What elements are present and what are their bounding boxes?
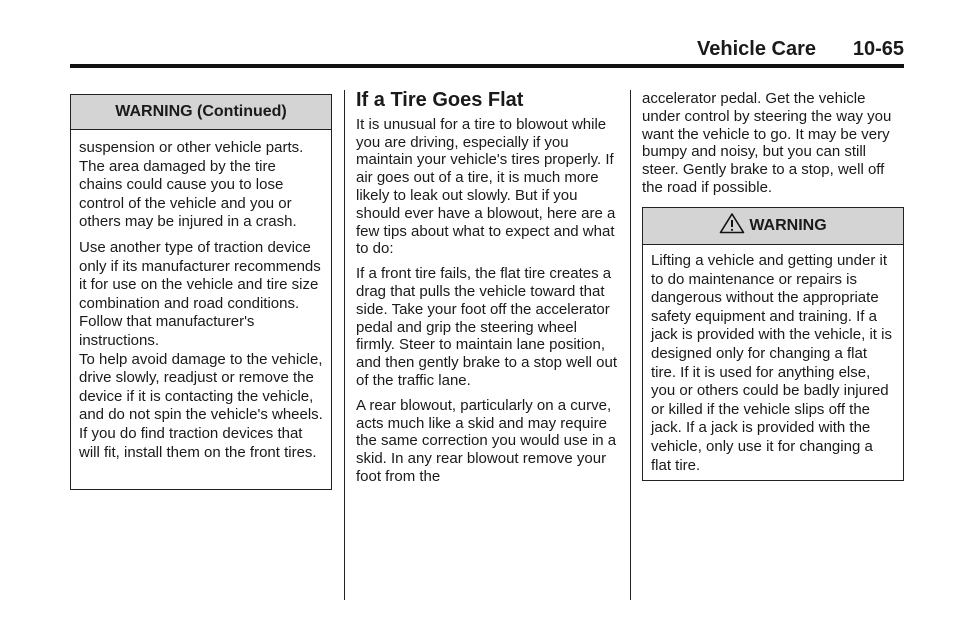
warning-continued-title: WARNING (Continued) [71, 95, 331, 130]
section-title: Vehicle Care [697, 38, 816, 60]
body-paragraph: accelerator pedal. Get the vehicle under control by steering the way you want the vehicle to go. It may be very bumpy and noisy, but you can still steer. Gently brake to a stop, well off the road if possible. [642, 90, 892, 196]
warning-triangle-icon [719, 212, 745, 234]
flat-tire-section [356, 89, 620, 486]
warning-title-bar [643, 208, 903, 245]
body-paragraph: If a front tire fails, the flat tire creates a drag that pulls the vehicle toward that side. Take your foot off the accelerator pedal and grip the steering wheel firmly. Steer to maintain lane position, and then gently brake to a stop well out of the traffic lane. [356, 265, 618, 389]
body-paragraph: It is unusual for a tire to blowout while you are driving, especially if you maintain your vehicle's tires properly. If air goes out of a tire, it is much more likely to leak out slowly. But if you should ever have a blowout, here are a few tips about what to expect and what to do: [356, 115, 616, 258]
warning-box [642, 207, 904, 481]
continued-text [642, 90, 904, 197]
warning-paragraph: Use another type of traction device only if its manufacturer recommends it for use on the vehicle and tire size combination and road conditions. Follow that manufacturer's instructions. [79, 238, 321, 349]
warning-text: Lifting a vehicle and getting under it to do maintenance or repairs is dangerous without the appropriate safety equipment and training. If a jack is provided with the vehicle, it is designed only for changing a flat tire. If it is used for anything else, you or others could be badly injured or killed if the vehicle slips off the jack. If a jack is provided with the vehicle, only use it for changing a flat tire. [651, 252, 892, 474]
warning-continued-box [70, 94, 332, 490]
page-number: 10-65 [852, 38, 904, 60]
warning-paragraph: To help avoid damage to the vehicle, drive slowly, readjust or remove the device if it is contacting the vehicle, and do not spin the vehicle's wheels. If you do find traction devices that will fit, install them on the front tires. [79, 350, 323, 461]
warning-title: WARNING [749, 217, 827, 234]
page-header [70, 38, 904, 68]
body-paragraph: A rear blowout, particularly on a curve, acts much like a skid and may require the same correction you would use in a skid. In any rear blowout remove your foot from the [356, 396, 617, 485]
column-divider [344, 90, 345, 600]
section-heading: If a Tire Goes Flat [356, 89, 524, 111]
column-divider [630, 90, 631, 600]
warning-paragraph: suspension or other vehicle parts. The area damaged by the tire chains could cause you to lose control of the vehicle and you or others may be injured in a crash. [79, 139, 304, 231]
